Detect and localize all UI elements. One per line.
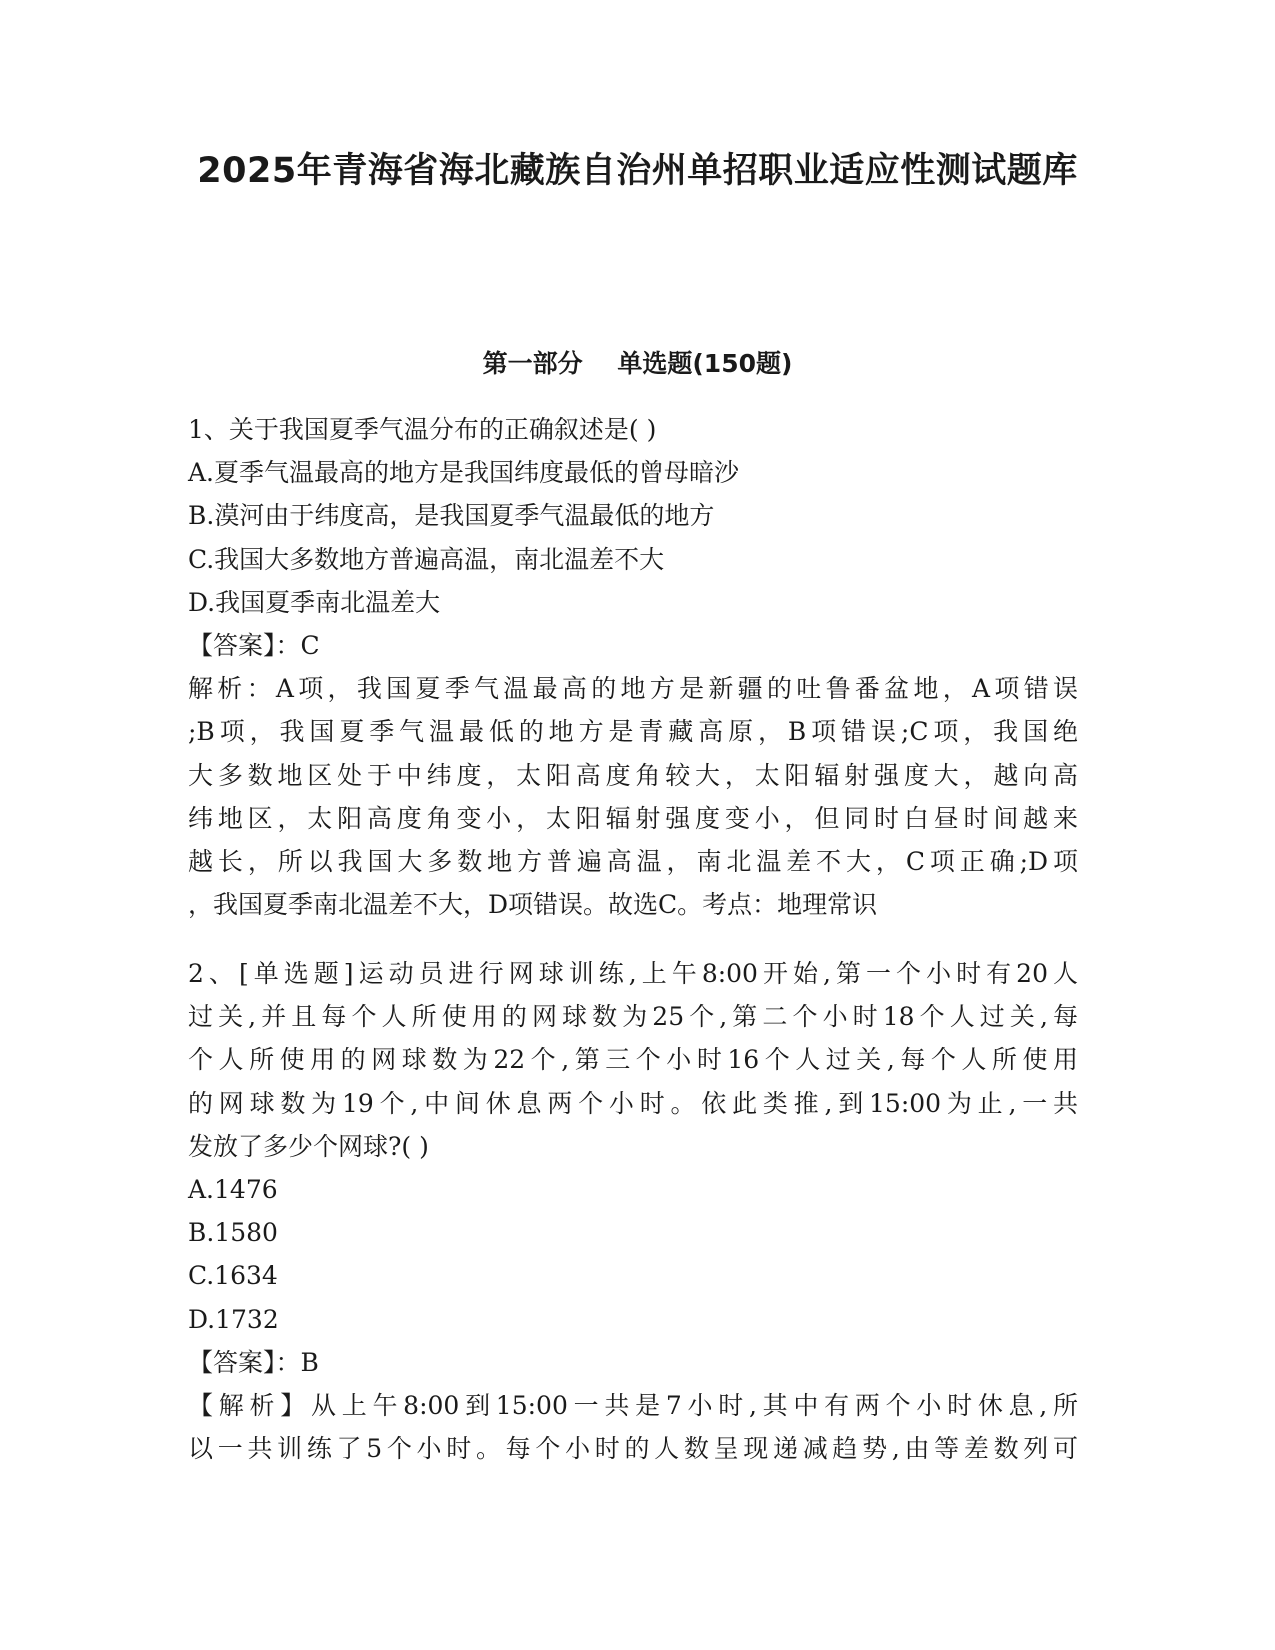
explanation-line: 大多数地区处于中纬度，太阳高度角较大，太阳辐射强度大，越向高 [188, 760, 1078, 790]
section-title: 第一部分 单选题(150题) [482, 349, 793, 378]
explanation-line: 纬地区，太阳高度角变小，太阳辐射强度变小，但同时白昼时间越来 [188, 803, 1078, 833]
option-c: C.1634 [188, 1261, 278, 1291]
option-b: B.漠河由于纬度高，是我国夏季气温最低的地方 [188, 501, 715, 531]
explanation-line: 解析：A项，我国夏季气温最高的地方是新疆的吐鲁番盆地，A项错误 [188, 674, 1078, 704]
question-stem: 发放了多少个网球?( ) [188, 1131, 429, 1161]
answer: 【答案】：B [188, 1347, 319, 1377]
option-c: C.我国大多数地方普遍高温，南北温差不大 [188, 544, 665, 574]
explanation-line: 【解析】从上午8:00到15:00一共是7小时,其中有两个小时休息,所 [188, 1390, 1078, 1420]
explanation-line: 以一共训练了5个小时。每个小时的人数呈现递减趋势,由等差数列可 [188, 1434, 1078, 1464]
question-stem: 的网球数为19个,中间休息两个小时。依此类推,到15:00为止,一共 [188, 1088, 1078, 1118]
answer: 【答案】：C [188, 630, 320, 660]
question-stem: 过关,并且每个人所使用的网球数为25个,第二个小时18个人过关,每 [188, 1002, 1078, 1032]
question-2 [188, 952, 1078, 1470]
explanation-line: ;B项，我国夏季气温最低的地方是青藏高原，B项错误;C项，我国绝 [188, 717, 1078, 747]
explanation-line: ，我国夏季南北温差不大，D项错误。故选C。考点：地理常识 [188, 890, 878, 920]
document-title: 2025年青海省海北藏族自治州单招职业适应性测试题库 [197, 151, 1078, 191]
option-b: B.1580 [188, 1218, 278, 1248]
option-a: A.夏季气温最高的地方是我国纬度最低的曾母暗沙 [188, 458, 740, 488]
option-d: D.1732 [188, 1304, 279, 1334]
option-a: A.1476 [188, 1174, 278, 1204]
question-stem: 1、关于我国夏季气温分布的正确叙述是( ) [188, 415, 657, 444]
question-1 [188, 408, 1078, 926]
option-d: D.我国夏季南北温差大 [188, 587, 441, 617]
explanation-line: 越长，所以我国大多数地方普遍高温，南北温差不大，C项正确;D项 [188, 846, 1078, 876]
question-stem: 个人所使用的网球数为22个,第三个小时16个人过关,每个人所使用 [188, 1045, 1078, 1075]
question-stem: 2、[单选题]运动员进行网球训练,上午8:00开始,第一个小时有20人 [188, 959, 1078, 988]
